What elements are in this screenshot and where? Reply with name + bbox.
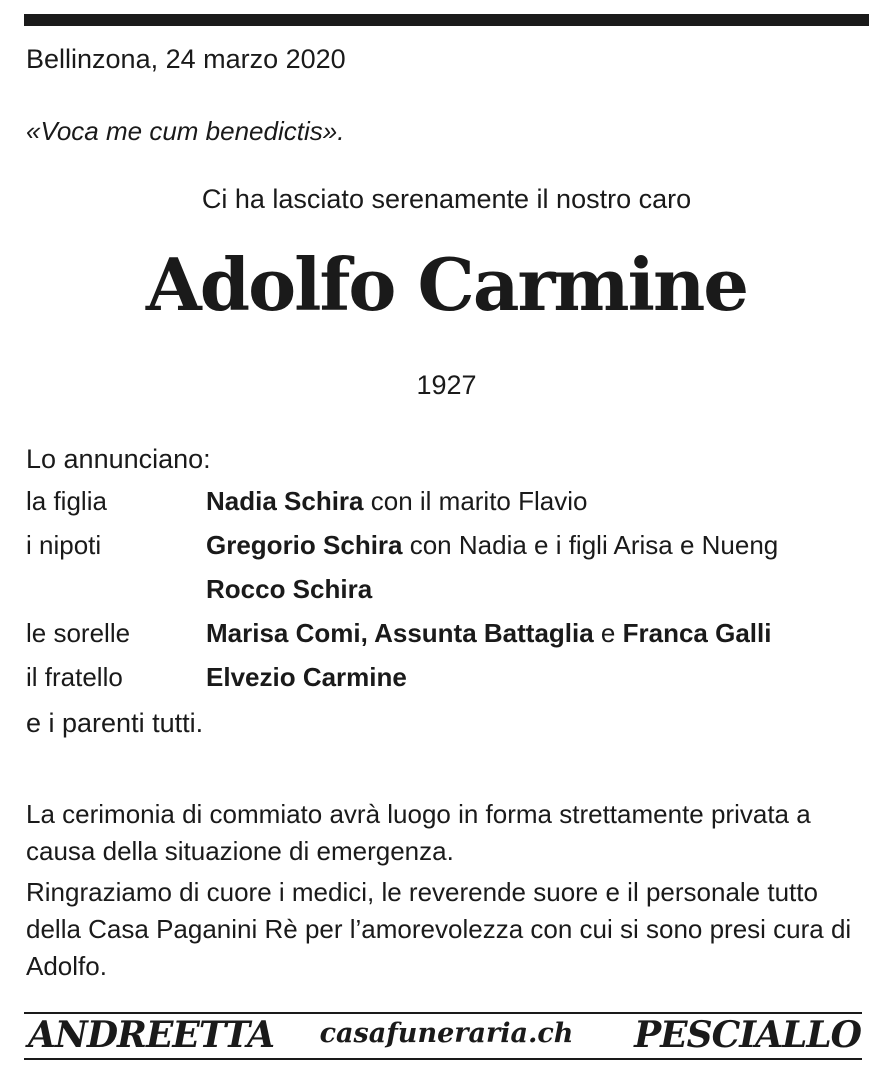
relative-name: Marisa Comi, Assunta Battaglia — [206, 618, 594, 648]
announce-heading: Lo annunciano: — [26, 444, 211, 474]
relative-name: Gregorio Schira — [206, 530, 403, 560]
relation-text: e — [593, 618, 623, 648]
relation-text: con il marito Flavio — [363, 486, 588, 516]
funeral-home-right: PESCIALLO — [634, 1014, 861, 1056]
relative-names — [206, 574, 372, 605]
relative-name: Elvezio Carmine — [206, 662, 407, 692]
thanks-paragraph: Ringraziamo di cuore i medici, le reverende suore e il personale tutto della Casa Paganini Rè per l’amorevolezza con cui si sono presi cura di Adolfo. — [26, 877, 852, 981]
birth-year: 1927 — [416, 370, 477, 400]
relative-names — [206, 618, 771, 649]
place-date: Bellinzona, 24 marzo 2020 — [26, 44, 346, 74]
funeral-home-left: ANDREETTA — [28, 1014, 275, 1056]
footer-rule-bottom — [24, 1058, 862, 1060]
top-rule — [24, 14, 869, 26]
relative-names — [206, 486, 587, 517]
relation-label: la figlia — [26, 486, 107, 516]
relative-names — [206, 530, 778, 561]
relative-names — [206, 662, 407, 693]
relation-label: le sorelle — [26, 618, 131, 648]
relative-name: Rocco Schira — [206, 574, 373, 604]
relative-name: Franca Galli — [622, 618, 772, 648]
ceremony-paragraph: La cerimonia di commiato avrà luogo in forma strettamente privata a causa della situazione di emergenza. — [26, 799, 811, 866]
latin-quote: «Voca me cum benedictis». — [26, 116, 345, 146]
relative-name: Nadia Schira — [206, 486, 364, 516]
relation-label: i nipoti — [26, 530, 102, 560]
deceased-name: Adolfo Carmine — [145, 242, 748, 327]
funeral-home-website[interactable]: casafuneraria.ch — [319, 1018, 574, 1049]
intro-line: Ci ha lasciato serenamente il nostro caro — [201, 184, 692, 214]
closing-line: e i parenti tutti. — [26, 708, 204, 738]
relation-text: con Nadia e i figli Arisa e Nueng — [402, 530, 779, 560]
relation-label: il fratello — [26, 662, 123, 692]
